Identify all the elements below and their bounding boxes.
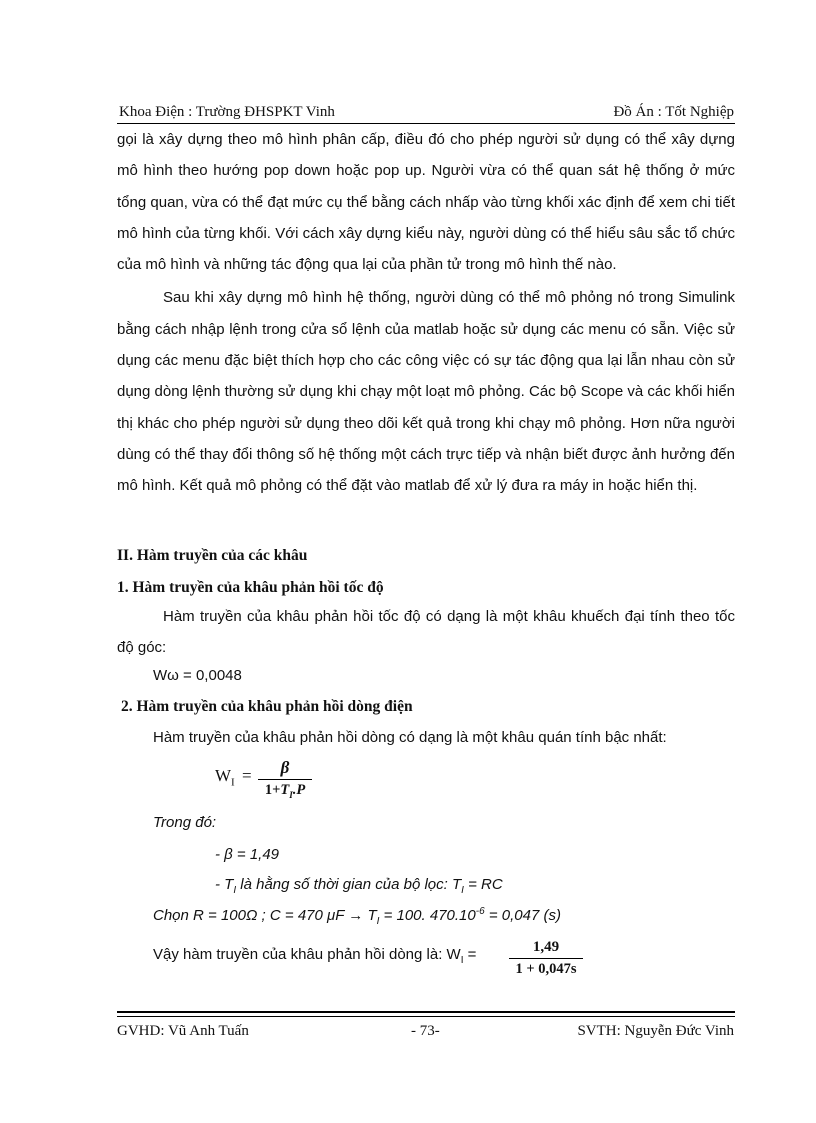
section-heading: II. Hàm truyền của các khâu [117,547,308,564]
footer-left: GVHD: Vũ Anh Tuấn [117,1023,249,1039]
beta-line: - β = 1,49 [215,846,280,863]
final-fraction [509,937,583,978]
final-numerator: 1,49 [532,939,560,955]
speed-text: Hàm truyền của khâu phản hồi tốc độ có dạng là một khâu khuếch đại tính theo tốc độ góc: [117,608,735,657]
current-text: Hàm truyền của khâu phản hồi dòng có dạng là một khâu quán tính bậc nhất: [153,729,667,746]
subsection-heading-2: 2. Hàm truyền của khâu phản hồi dòng điện [121,698,413,715]
wi-denominator: $1+T_I.P$ [264,782,306,800]
speed-formula: Wω = 0,0048 [153,667,242,684]
wi-numerator: β [280,758,290,777]
choose-line: Chọn R = 100Ω ; C = 470 $\mu F \to T_I = 100$. $470.10^{-6} = 0,047$ (s) [153,906,561,927]
where-label: Trong đó: [153,814,217,831]
subsection-heading-1: 1. Hàm truyền của khâu phản hồi tốc độ [117,579,384,596]
footer-rule-thin [117,1016,735,1017]
paragraph-2: Sau khi xây dựng mô hình hệ thống, người dùng có thể mô phỏng nó trong Simulink bằng cách nhập lệnh trong cửa sổ lệnh của matlab hoặc sử dụng các menu có sẵn. Việc sử dụng các menu đặc biệt thích hợp cho các công việc có sự tác động qua lại lẫn nhau còn sử dụng dòng lệnh thường sử dụng khi chạy một loạt mô phỏng. Các bộ Scope và các khối hiển thị khác cho phép người sử dụng theo dõi kết quả trong khi chạy mô phỏng. Hơn nữa người dùng có thể thay đổi thông số hệ thống một cách trực tiếp và nhận biết được ảnh hưởng đến mô hình. Kết quả mô phỏng có thể đặt vào matlab để xử lý đưa ra máy in hoặc hiển thị. [117,289,735,495]
body-text [117,124,735,502]
page-number: - 73- [411,1023,440,1039]
final-text: Vậy hàm truyền của khâu phản hồi dòng là: $W_I$ = [153,946,477,966]
wi-label: $W_I$ = [215,766,252,789]
header-left: Khoa Điện : Trường ĐHSPKT Vinh [119,104,335,120]
paragraph-1: gọi là xây dựng theo mô hình phân cấp, điều đó cho phép người sử dụng có thể xây dựng mô hình theo hướng pop down hoặc pop up. Người vừa có thể quan sát hệ thống ở mức tổng quan, vừa có thể đạt mức cụ thể bằng cách nhấp vào từng khối xác định để xem chi tiết mô hình của từng khối. Với cách xây dựng kiểu này, người dùng có thể hiểu sâu sắc tổ chức của mô hình và những tác động qua lại của phần tử trong mô hình thế nào. [117,131,735,274]
wi-fraction [258,758,312,804]
final-denominator: 1 + 0,047s [515,961,577,977]
ti-line: - $T_I$ là hằng số thời gian của bộ lọc: $T_I$ = RC [215,876,503,896]
header-right: Đồ Án : Tốt Nghiệp [613,104,734,120]
footer-right: SVTH: Nguyễn Đức Vinh [577,1023,734,1039]
footer-rule-thick [117,1011,735,1013]
